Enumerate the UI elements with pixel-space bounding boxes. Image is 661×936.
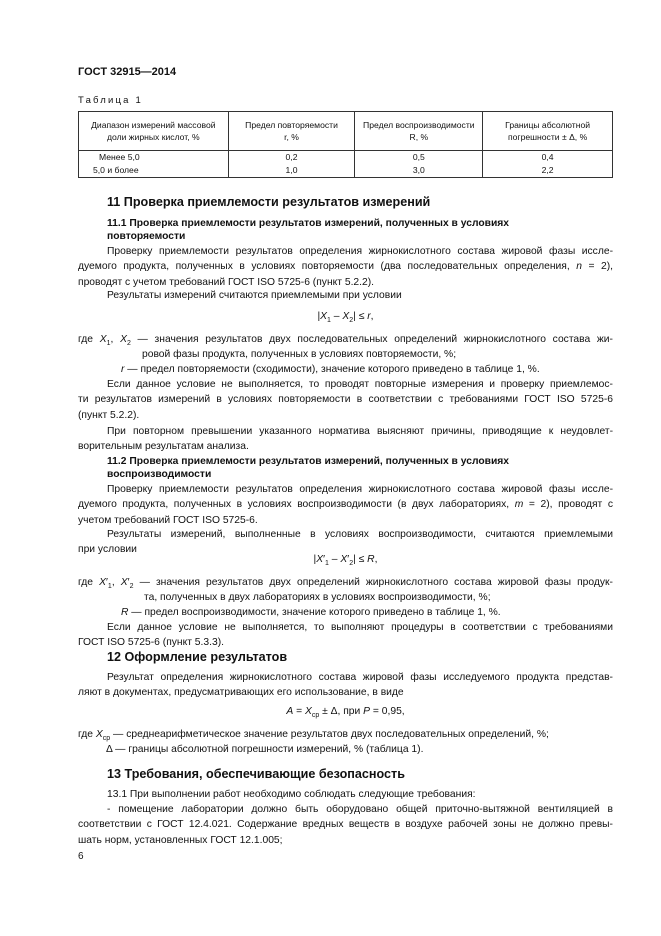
formula-legend: где $X'_1$, $X'_2$ — значения результатов двух определений жирнокислотного состава жировой фазы продук- та, полученных в двух лабораториях в условиях воспроизводимости, %;: [78, 577, 613, 604]
table-cell: 2,2: [483, 164, 613, 178]
table-cell: 3,0: [355, 164, 483, 178]
formula-result: $A = X_{ср} \pm \Delta$, при P = 0,95,: [286, 706, 405, 720]
table-header-row: [79, 112, 613, 151]
section-11-2-title: 11.2 Проверка приемлемости результатов измерений, полученных в условиях воспроизводимости: [107, 456, 510, 480]
paragraph: Если данное условие не выполняется, то проводят повторные измерения и проверку приемлемос- ти результатов измерений в условиях повторяемости в соответствии с требованиями ГОСТ ISO 5725-6 (пункт 5.2.2).: [78, 379, 613, 421]
section-13-title: 13 Требования, обеспечивающие безопасность: [107, 767, 405, 781]
table-row: [79, 164, 613, 178]
table-1: [78, 111, 613, 178]
section-11-1-title: 11.1 Проверка приемлемости результатов измерений, полученных в условиях повторяемости: [107, 218, 510, 242]
paragraph: Проверку приемлемости результатов определения жирнокислотного состава жировой фазы иссле- дуемого продукта, полученных в условиях воспроизводимости (в двух лабораториях, m = 2), проводят с учетом требований ГОСТ ISO 5725-6.: [78, 484, 614, 526]
table-cell: 1,0: [228, 164, 355, 178]
section-12-title: 12 Оформление результатов: [107, 650, 288, 664]
paragraph-line: дуемого продукта, полученных в условиях повторяемости (два последовательных определения, n = 2),: [78, 261, 613, 273]
formula-reproducibility: $|X'_1 - X'_2| \le R$,: [313, 554, 378, 568]
page-number: 6: [78, 851, 84, 862]
formula-repeatability: $|X_1 - X_2| \le r$,: [317, 311, 374, 325]
document-header: ГОСТ 32915—2014: [78, 66, 177, 78]
table-cell: 5,0 и более: [79, 164, 229, 178]
table-header-cell: Границы абсолютной погрешности ± Δ, %: [483, 112, 613, 151]
table-header-cell: Диапазон измерений массовой доли жирных кислот, %: [79, 112, 229, 151]
paragraph: Если данное условие не выполняется, то выполняют процедуры в соответствии с требованиями ГОСТ ISO 5725-6 (пункт 5.3.3).: [78, 622, 613, 649]
paragraph: Проверку приемлемости результатов определения жирнокислотного состава жировой фазы иссле- дуемого продукта, полученных в условиях повторяемости (два последовательных определения, n = 2), проводят с учетом требований ГОСТ ISO 5725-6 (пункт 5.2.2).: [78, 246, 613, 288]
paragraph: Результат определения жирнокислотного состава жировой фазы исследуемого продукта представ- ляют в документах, предусматривающих его использование, в виде: [78, 672, 613, 699]
table-header-cell: Предел воспроизводимости R, %: [355, 112, 483, 151]
paragraph: При повторном превышении указанного норматива выясняют причины, приводящие к неудовлет- ворительным результатам анализа.: [78, 426, 613, 453]
section-11-title: 11 Проверка приемлемости результатов измерений: [107, 195, 431, 209]
paragraph: Результаты измерений считаются приемлемыми при условии: [107, 290, 402, 301]
table-cell: 0,5: [355, 151, 483, 165]
paragraph: 13.1 При выполнении работ необходимо соблюдать следующие требования:: [107, 789, 476, 800]
formula-legend: Δ — границы абсолютной погрешности измерений, % (таблица 1).: [106, 744, 424, 755]
formula-legend: R — предел воспроизводимости, значение которого приведено в таблице 1, %.: [121, 607, 501, 618]
formula-legend: где $X_1$, $X_2$ — значения результатов двух последовательных определений жирнокислотного состава жи- ровой фазы продукта, полученных в условиях повторяемости, %;: [78, 334, 613, 361]
table-cell: Менее 5,0: [79, 151, 229, 165]
table-cell: 0,4: [483, 151, 613, 165]
formula-legend: r — предел повторяемости (сходимости), значение которого приведено в таблице 1, %.: [121, 364, 540, 375]
table-header-cell: Предел повторяемости r, %: [228, 112, 355, 151]
table-row: [79, 151, 613, 165]
table-caption: Таблица 1: [78, 95, 143, 106]
table-cell: 0,2: [228, 151, 355, 165]
paragraph: Результаты измерений, выполненные в условиях воспроизводимости, считаются приемлемыми при условии: [78, 529, 613, 556]
paragraph: - помещение лаборатории должно быть оборудовано общей приточно-вытяжной вентиляцией в соответствии с ГОСТ 12.4.021. Содержание вредных веществ в воздухе рабочей зоны не должно превы- шать норм, установленных ГОСТ 12.1.005;: [78, 804, 613, 846]
formula-legend: где $X_{ср}$ — среднеарифметическое значение результатов двух последовательных определений, %;: [78, 729, 549, 743]
